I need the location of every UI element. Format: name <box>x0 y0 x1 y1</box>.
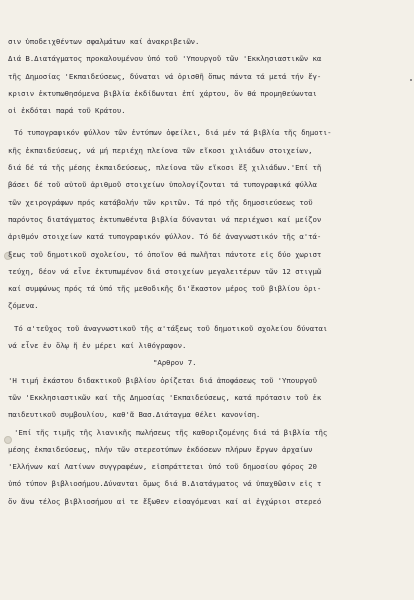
text-line: ξεως τοῦ δημοτικοῦ σχολείου, τό ὁποῖον θά πωλῆται πάντοτε εἰς δύο χωριστ <box>8 249 322 259</box>
text-line: βάσει δέ τοῦ αὐτοῦ ἀριθμοῦ στοιχείων ὑπολογίζονται τά τυπογραφικά φύλλα <box>8 180 317 190</box>
text-line: 'Η τιμή ἑκάστου διδακτικοῦ βιβλίου ὁρίζεται διά ἀποφάσεως τοῦ 'Υπουργοῦ <box>8 375 317 385</box>
text-line: διά δέ τά τῆς μέσης ἐκπαιδεύσεως, πλείονα τῶν εἴκοσι ἕξ χιλιάδων.'Επί τῆ <box>8 163 322 173</box>
text-line: παρόντος διατάγματος ἐκτυπωθέντα βιβλία δύνανται νά περιέχωσι καί μείζον <box>8 214 322 224</box>
text-line: τεύχη, δέον νά εἶνε ἐκτυπωμένον διά στοιχείων μεγαλειτέρων τῶν 12 στιγμῶ <box>8 266 322 276</box>
text-line: οἱ ἐκδόται παρά τοῦ Κράτου. <box>8 106 126 116</box>
text-line: Διά Β.Διατάγματος προκαλουμένου ὑπό τοῦ 'Υπουργοῦ τῶν 'Εκκλησιαστικῶν κα <box>8 54 322 64</box>
text-line: μέσης ἐκπαιδεύσεως, πλήν τῶν στερεοτύπων ἐκδόσεων πλήρων ἔργων ἀρχαίων <box>8 444 313 454</box>
text-line: τῶν χειρογράφων πρός κατάβολήν τῶν κριτῶν. Τά πρό τῆς δημοσιεύσεως τοῦ <box>8 197 313 207</box>
text-line: νά εἶνε ἐν ὅλῳ ἤ ἐν μέρει καί λιθόγραφον. <box>8 341 187 351</box>
text-line: καί συμφώνως πρός τά ὑπό τῆς μεθοδικῆς δι'ἕκαστον μέρος τοῦ βιβλίου ὁρι- <box>8 284 322 294</box>
typewritten-text <box>8 33 414 510</box>
text-line: ὑπό τύπον βιβλιοσήμου.Δύνανται ὅμως διά Β.Διατάγματος νά ὑπαχθῶσιν εἰς τ <box>8 479 322 489</box>
text-line: ὅν ἄνω τέλος βιβλιοσήμου αἱ τε ἔξωθεν εἰσαγόμεναι καί αἱ ἐγχώριοι στερεό <box>8 496 322 506</box>
text-line: τῶν 'Εκκλησιαστικῶν καί τῆς Δημοσίας 'Εκπαιδεύσεως, κατά πρότασιν τοῦ ἐκ <box>8 392 322 402</box>
text-line: παιδευτικοῦ συμβουλίου, καθ'ἅ Βασ.Διάταγμα θέλει κανονίση. <box>8 410 261 420</box>
article-heading: "Αρθρον 7. <box>153 358 197 368</box>
text-line: κρισιν ἐκτυπωθησόμενα βιβλία ἐκδίδωνται ἐπί χάρτου, ὅν θά προμηθεύωνται <box>8 88 317 98</box>
text-line: Τό τυπογραφικόν φύλλον τῶν ἐντύπων ὀφείλει, διά μέν τά βιβλία τῆς δημοτι- <box>14 128 332 138</box>
text-line: κῆς ἐκπαιδεύσεως, νά μή περιέχη πλείονα τῶν εἴκοσι χιλιάδων στοιχείων, <box>8 145 313 155</box>
text-line: ζόμενα. <box>8 301 39 311</box>
text-line: τῆς Δημοσίας 'Εκπαιδεύσεως, δύναται νά ὁρισθῆ ὅπως πάντα τά μετά τήν ἔγ- <box>8 71 322 81</box>
text-line: ἀριθμόν στοιχείων κατά τυπογραφικόν φύλλον. Τό δέ ἀναγνωστικόν τῆς α'τά- <box>8 232 322 242</box>
text-line: 'Επί τῆς τιμῆς τῆς λιανικῆς πωλήσεως τῆς καθοριζομένης διά τά βιβλία τῆς <box>14 427 328 437</box>
text-line: 'Ελλήνων καί Λατίνων συγγραφέων, εἰσπράττεται ὑπό τοῦ δημοσίου φόρος 20 <box>8 462 317 472</box>
text-line: σιν ὑποδειχθέντων σφαλμάτων καί ἀνακριβειῶν. <box>8 37 200 46</box>
text-line: Τό α'τεῦχος τοῦ ἀναγνωστικοῦ τῆς α'τάξεως τοῦ δημοτικοῦ σχολείου δύναται <box>14 323 328 333</box>
